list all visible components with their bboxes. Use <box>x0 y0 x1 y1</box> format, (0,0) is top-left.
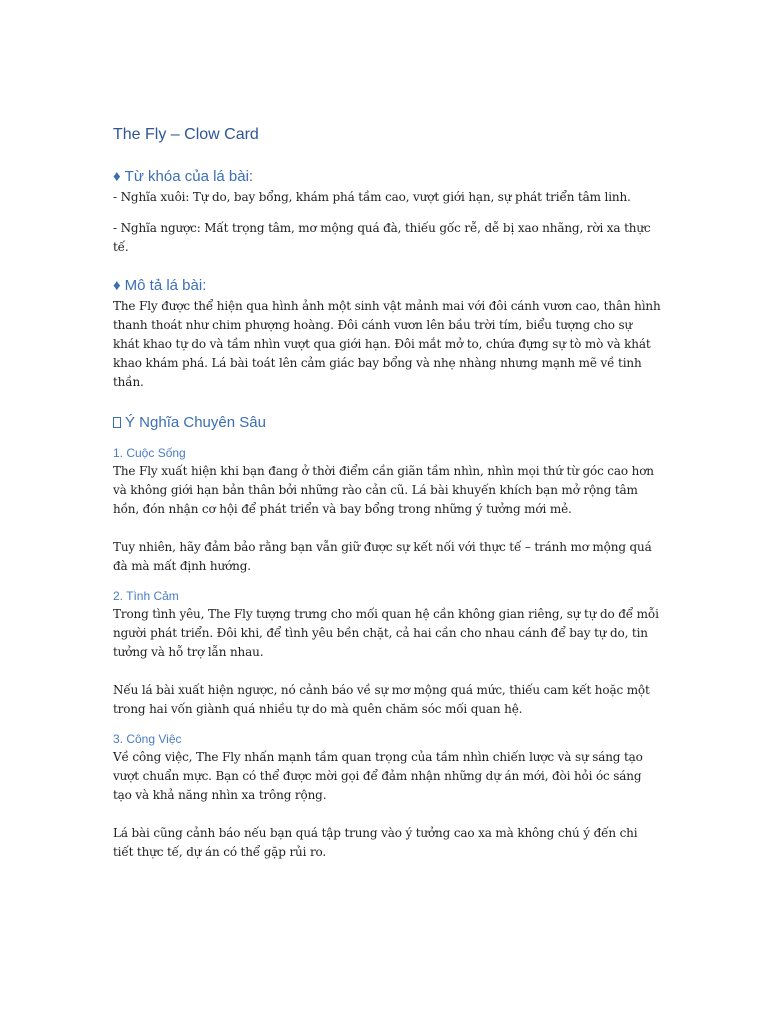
section-life-paragraph-2: Tuy nhiên, hãy đảm bảo rằng bạn vẫn giữ được sự kết nối với thực tế – tránh mơ mộng quá đà mà mất định hướng. <box>113 540 652 574</box>
section-work-paragraph-1: Về công việc, The Fly nhấn mạnh tầm quan trọng của tầm nhìn chiến lược và sự sáng tạo vượt chuẩn mực. Bạn có thể được mời gọi để đảm nhận những dự án mới, đòi hỏi óc sáng tạo và khả năng nhìn xa trông rộng. <box>113 749 643 803</box>
section-love-paragraph-1: Trong tình yêu, The Fly tượng trưng cho mối quan hệ cần không gian riêng, sự tự do để mỗi người phát triển. Đôi khi, để tình yêu bền chặt, cả hai cần cho nhau cánh để bay tự do, tin tưởng và hỗ trợ lẫn nhau. <box>113 606 659 660</box>
description-text: The Fly được thể hiện qua hình ảnh một sinh vật mảnh mai với đôi cánh vươn cao, thân hình thanh thoát như chim phượng hoàng. Đôi cánh vươn lên bầu trời tím, biểu tượng cho sự khát khao tự do và tầm nhìn vượt qua giới hạn. Đôi mắt mở to, chứa đựng sự tò mò và khát khao khám phá. Lá bài toát lên cảm giác bay bổng và nhẹ nhàng nhưng mạnh mẽ về tinh thần. <box>113 298 661 390</box>
document-page <box>113 122 661 863</box>
meaning-heading-text: Ý Nghĩa Chuyên Sâu <box>125 413 266 431</box>
section-work-paragraph-2: Lá bài cũng cảnh báo nếu bạn quá tập trung vào ý tưởng cao xa mà không chú ý đến chi tiết thực tế, dự án có thể gặp rủi ro. <box>113 826 638 860</box>
keywords-heading-text: Từ khóa của lá bài: <box>124 168 254 185</box>
section-heading-life: 1. Cuộc Sống <box>113 445 186 460</box>
section-heading-love: 2. Tình Cảm <box>113 588 179 603</box>
description-heading <box>113 275 661 297</box>
description-heading-text: Mô tả lá bài: <box>124 276 207 294</box>
meaning-heading <box>113 412 661 434</box>
section-love-paragraph-2: Nếu lá bài xuất hiện ngược, nó cảnh báo về sự mơ mộng quá mức, thiếu cam kết hoặc một trong hai vốn giành quá nhiều tự do mà quên chăm sóc mối quan hệ. <box>113 683 650 717</box>
missing-glyph-icon <box>113 417 121 428</box>
section-heading-work: 3. Công Việc <box>113 731 182 746</box>
section-life-paragraph-1: The Fly xuất hiện khi bạn đang ở thời điểm cần giãn tầm nhìn, nhìn mọi thứ từ góc cao hơn và không giới hạn bản thân bởi những rào cản cũ. Lá bài khuyến khích bạn mở rộng tâm hồn, đón nhận cơ hội để phát triển và bay bổng trong những ý tưởng mới mẻ. <box>113 463 654 517</box>
page-title: The Fly – Clow Card <box>113 126 259 143</box>
keywords-heading <box>113 166 661 188</box>
keywords-upright: - Nghĩa xuôi: Tự do, bay bổng, khám phá tầm cao, vượt giới hạn, sự phát triển tâm linh. <box>113 190 631 204</box>
diamond-icon: ♦ <box>113 168 121 185</box>
keywords-reversed: - Nghĩa ngược: Mất trọng tâm, mơ mộng quá đà, thiếu gốc rễ, dễ bị xao nhãng, rời xa thực tế. <box>113 221 651 255</box>
diamond-icon: ♦ <box>113 276 121 294</box>
